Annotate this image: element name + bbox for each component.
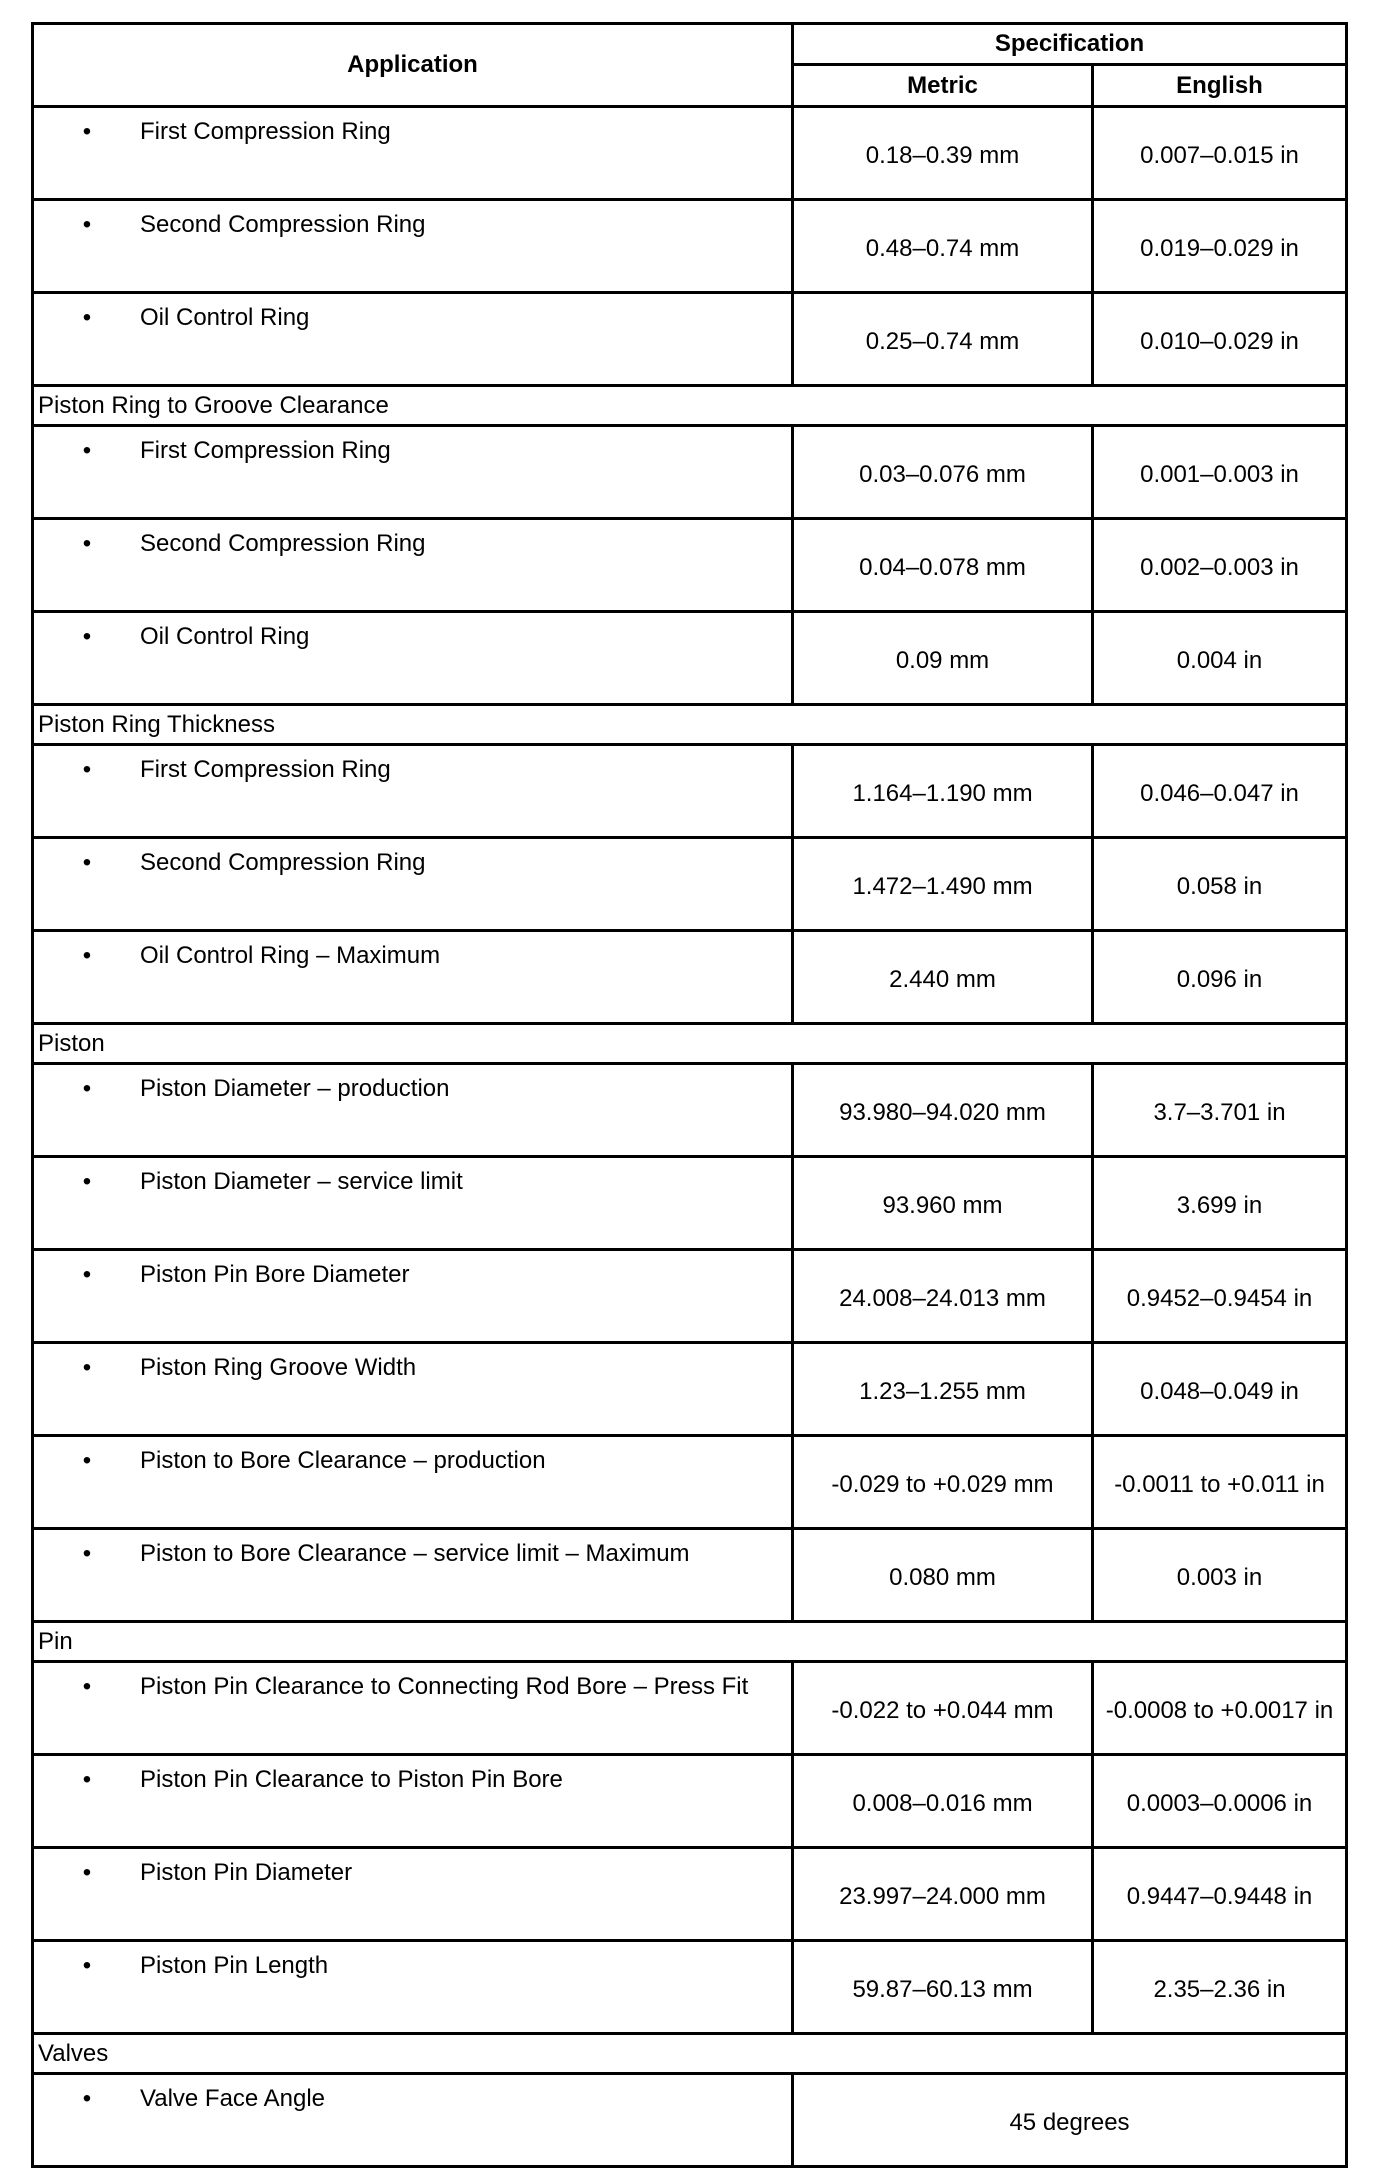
english-cell: 0.001–0.003 in [1093, 426, 1347, 519]
metric-cell: 1.472–1.490 mm [793, 838, 1093, 931]
metric-cell: -0.029 to +0.029 mm [793, 1436, 1093, 1529]
metric-cell: 0.18–0.39 mm [793, 107, 1093, 200]
metric-cell: 1.164–1.190 mm [793, 745, 1093, 838]
bullet-icon: • [82, 304, 92, 331]
application-cell [33, 1250, 793, 1343]
table-row [33, 107, 1347, 200]
english-cell: -0.0008 to +0.0017 in [1093, 1662, 1347, 1755]
item-label: First Compression Ring [140, 118, 391, 145]
bullet-icon: • [82, 756, 92, 783]
table-row [33, 1064, 1347, 1157]
application-cell [33, 1848, 793, 1941]
application-cell [33, 931, 793, 1024]
bullet-icon: • [82, 1354, 92, 1381]
english-cell: 0.058 in [1093, 838, 1347, 931]
bullet-icon: • [82, 1952, 92, 1979]
item-label: First Compression Ring [140, 437, 391, 464]
metric-cell: 2.440 mm [793, 931, 1093, 1024]
item-label: Piston Diameter – service limit [140, 1168, 463, 1195]
table-row [33, 931, 1347, 1024]
section-row [33, 386, 1347, 426]
table-row [33, 745, 1347, 838]
bullet-icon: • [82, 118, 92, 145]
header-english: English [1093, 64, 1347, 106]
english-cell: 0.096 in [1093, 931, 1347, 1024]
english-cell: 0.046–0.047 in [1093, 745, 1347, 838]
bullet-icon: • [82, 623, 92, 650]
item-label: Piston Diameter – production [140, 1075, 450, 1102]
table-row [33, 838, 1347, 931]
metric-cell: 24.008–24.013 mm [793, 1250, 1093, 1343]
english-cell: 0.007–0.015 in [1093, 107, 1347, 200]
application-cell [33, 838, 793, 931]
section-row [33, 1622, 1347, 1662]
english-cell: 3.699 in [1093, 1157, 1347, 1250]
table-row [33, 519, 1347, 612]
application-cell [33, 1941, 793, 2034]
metric-cell: 0.09 mm [793, 612, 1093, 705]
english-cell: 0.010–0.029 in [1093, 293, 1347, 386]
table-row [33, 1662, 1347, 1755]
application-cell [33, 519, 793, 612]
bullet-icon: • [82, 1447, 92, 1474]
item-label: Second Compression Ring [140, 530, 426, 557]
bullet-icon: • [82, 849, 92, 876]
bullet-icon: • [82, 1168, 92, 1195]
item-label: Piston Pin Diameter [140, 1859, 353, 1886]
section-row [33, 1024, 1347, 1064]
metric-cell: 0.25–0.74 mm [793, 293, 1093, 386]
english-cell: -0.0011 to +0.011 in [1093, 1436, 1347, 1529]
metric-cell: 0.04–0.078 mm [793, 519, 1093, 612]
metric-cell: 0.080 mm [793, 1529, 1093, 1622]
application-cell [33, 426, 793, 519]
header-metric: Metric [793, 64, 1093, 106]
section-heading: Piston [33, 1024, 1347, 1064]
section-heading: Piston Ring to Groove Clearance [33, 386, 1347, 426]
application-cell [33, 1064, 793, 1157]
english-cell: 0.019–0.029 in [1093, 200, 1347, 293]
table-row [33, 1941, 1347, 2034]
table-row [33, 1848, 1347, 1941]
english-cell: 0.048–0.049 in [1093, 1343, 1347, 1436]
bullet-icon: • [82, 1859, 92, 1886]
application-cell [33, 1436, 793, 1529]
table-row [33, 1529, 1347, 1622]
english-cell: 0.0003–0.0006 in [1093, 1755, 1347, 1848]
header-application: Application [33, 24, 793, 107]
item-label: First Compression Ring [140, 756, 391, 783]
metric-cell: 59.87–60.13 mm [793, 1941, 1093, 2034]
metric-cell: 1.23–1.255 mm [793, 1343, 1093, 1436]
bullet-icon: • [82, 1075, 92, 1102]
header-specification: Specification [793, 24, 1347, 65]
application-cell [33, 1529, 793, 1622]
english-cell: 0.9452–0.9454 in [1093, 1250, 1347, 1343]
spec-value-cell: 45 degrees [793, 2074, 1347, 2167]
application-cell [33, 745, 793, 838]
section-row [33, 705, 1347, 745]
metric-cell: 93.960 mm [793, 1157, 1093, 1250]
english-cell: 0.9447–0.9448 in [1093, 1848, 1347, 1941]
item-label: Piston Pin Length [140, 1952, 329, 1979]
table-header [33, 24, 1347, 107]
table-row [33, 1157, 1347, 1250]
table-row [33, 2074, 1347, 2167]
section-heading: Pin [33, 1622, 1347, 1662]
application-cell [33, 107, 793, 200]
item-label: Oil Control Ring [140, 623, 310, 650]
metric-cell: 0.03–0.076 mm [793, 426, 1093, 519]
bullet-icon: • [82, 211, 92, 238]
metric-cell: 23.997–24.000 mm [793, 1848, 1093, 1941]
english-cell: 0.004 in [1093, 612, 1347, 705]
item-label: Piston to Bore Clearance – service limit – Maximum [140, 1540, 690, 1567]
metric-cell: 93.980–94.020 mm [793, 1064, 1093, 1157]
english-cell: 0.003 in [1093, 1529, 1347, 1622]
item-label: Valve Face Angle [140, 2085, 326, 2112]
table-row [33, 426, 1347, 519]
application-cell [33, 1343, 793, 1436]
application-cell [33, 1157, 793, 1250]
section-heading: Piston Ring Thickness [33, 705, 1347, 745]
item-label: Second Compression Ring [140, 849, 426, 876]
table-row [33, 1436, 1347, 1529]
spec-table [31, 22, 1348, 2168]
application-cell [33, 200, 793, 293]
table-row [33, 1250, 1347, 1343]
metric-cell: 0.008–0.016 mm [793, 1755, 1093, 1848]
application-cell [33, 612, 793, 705]
application-cell [33, 1662, 793, 1755]
bullet-icon: • [82, 1766, 92, 1793]
english-cell: 2.35–2.36 in [1093, 1941, 1347, 2034]
table-row [33, 1755, 1347, 1848]
item-label: Piston Pin Clearance to Connecting Rod Bore – Press Fit [140, 1673, 749, 1700]
english-cell: 0.002–0.003 in [1093, 519, 1347, 612]
application-cell [33, 293, 793, 386]
bullet-icon: • [82, 1673, 92, 1700]
table-row [33, 293, 1347, 386]
table-body [33, 107, 1347, 2167]
bullet-icon: • [82, 437, 92, 464]
bullet-icon: • [82, 942, 92, 969]
item-label: Piston Pin Clearance to Piston Pin Bore [140, 1766, 563, 1793]
application-cell [33, 2074, 793, 2167]
item-label: Oil Control Ring – Maximum [140, 942, 441, 969]
bullet-icon: • [82, 1540, 92, 1567]
bullet-icon: • [82, 2085, 92, 2112]
section-heading: Valves [33, 2034, 1347, 2074]
bullet-icon: • [82, 530, 92, 557]
item-label: Piston Pin Bore Diameter [140, 1261, 410, 1288]
metric-cell: 0.48–0.74 mm [793, 200, 1093, 293]
table-row [33, 200, 1347, 293]
application-cell [33, 1755, 793, 1848]
table-row [33, 1343, 1347, 1436]
item-label: Piston Ring Groove Width [140, 1354, 417, 1381]
section-row [33, 2034, 1347, 2074]
item-label: Oil Control Ring [140, 304, 310, 331]
item-label: Piston to Bore Clearance – production [140, 1447, 546, 1474]
table-row [33, 612, 1347, 705]
bullet-icon: • [82, 1261, 92, 1288]
english-cell: 3.7–3.701 in [1093, 1064, 1347, 1157]
item-label: Second Compression Ring [140, 211, 426, 238]
metric-cell: -0.022 to +0.044 mm [793, 1662, 1093, 1755]
